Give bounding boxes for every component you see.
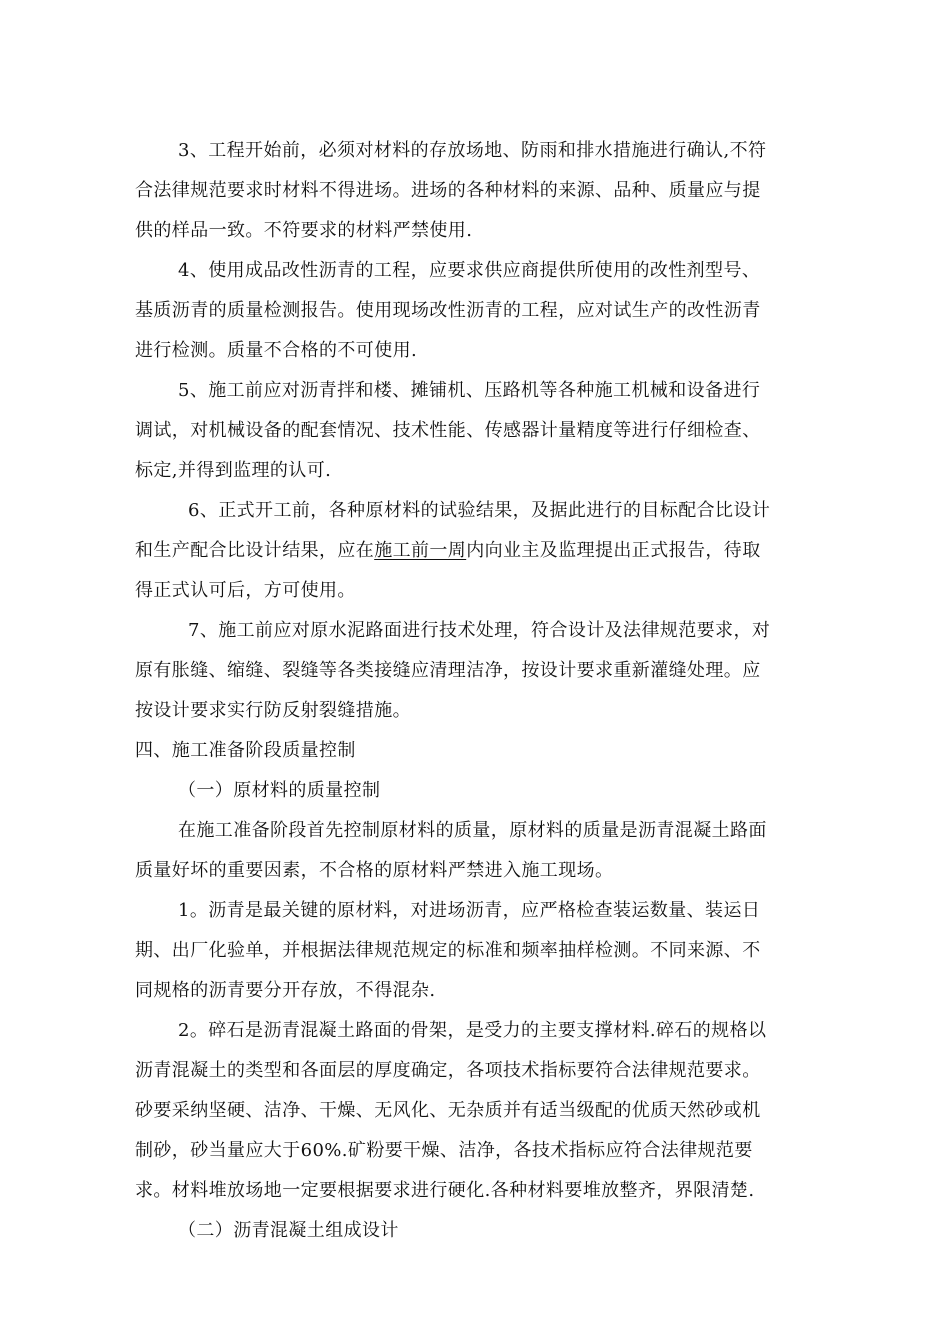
item-1-line-1: 1。沥青是最关键的原材料，对进场沥青，应严格检查装运数量、装运日	[178, 900, 761, 921]
paragraph-4-line-2: 基质沥青的质量检测报告。使用现场改性沥青的工程，应对试生产的改性沥青	[135, 300, 761, 321]
intro-line-1: 在施工准备阶段首先控制原材料的质量，原材料的质量是沥青混凝土路面	[178, 820, 767, 841]
paragraph-6-underlined-deadline: 施工前一周	[374, 540, 467, 561]
paragraph-6-line-3: 得正式认可后，方可使用。	[135, 580, 356, 601]
item-2-line-2: 沥青混凝土的类型和各面层的厚度确定，各项技术指标要符合法律规范要求。	[135, 1060, 761, 1081]
paragraph-7-line-3: 按设计要求实行防反射裂缝措施。	[135, 700, 411, 721]
paragraph-4-line-3: 进行检测。质量不合格的不可使用.	[135, 340, 418, 361]
paragraph-5-line-3: 标定,并得到监理的认可.	[135, 460, 332, 481]
paragraph-5-line-2: 调试，对机械设备的配套情况、技术性能、传感器计量精度等进行仔细检查、	[135, 420, 761, 441]
subsection-heading-2: （二）沥青混凝土组成设计	[178, 1220, 399, 1241]
paragraph-6-line-1: 6、正式开工前，各种原材料的试验结果，及据此进行的目标配合比设计	[188, 500, 771, 521]
paragraph-5-line-1: 5、施工前应对沥青拌和楼、摊铺机、压路机等各种施工机械和设备进行	[178, 380, 761, 401]
paragraph-3-line-1: 3、工程开始前，必须对材料的存放场地、防雨和排水措施进行确认,不符	[178, 140, 767, 161]
paragraph-6-line-2	[135, 539, 761, 563]
item-2-line-1: 2。碎石是沥青混凝土路面的骨架，是受力的主要支撑材料.碎石的规格以	[178, 1020, 767, 1041]
subsection-heading-1: （一）原材料的质量控制	[178, 780, 381, 801]
paragraph-6-line-2-start: 和生产配合比设计结果，应在	[135, 540, 375, 561]
intro-line-2: 质量好坏的重要因素，不合格的原材料严禁进入施工现场。	[135, 860, 614, 881]
paragraph-7-line-2: 原有胀缝、缩缝、裂缝等各类接缝应清理洁净，按设计要求重新灌缝处理。应	[135, 660, 761, 681]
item-1-line-2: 期、出厂化验单，并根据法律规范规定的标准和频率抽样检测。不同来源、不	[135, 940, 761, 961]
item-2-line-3: 砂要采纳坚硬、洁净、干燥、无风化、无杂质并有适当级配的优质天然砂或机	[135, 1100, 761, 1121]
paragraph-3-line-3: 供的样品一致。不符要求的材料严禁使用.	[135, 220, 473, 241]
paragraph-4-line-1: 4、使用成品改性沥青的工程，应要求供应商提供所使用的改性剂型号、	[178, 260, 761, 281]
item-2-line-4: 制砂，砂当量应大于60%.矿粉要干燥、洁净，各技术指标应符合法律规范要	[135, 1140, 753, 1161]
paragraph-7-line-1: 7、施工前应对原水泥路面进行技术处理，符合设计及法律规范要求，对	[188, 620, 771, 641]
item-2-line-5: 求。材料堆放场地一定要根据要求进行硬化.各种材料要堆放整齐，界限清楚.	[135, 1180, 755, 1201]
item-1-line-3: 同规格的沥青要分开存放，不得混杂.	[135, 980, 436, 1001]
paragraph-3-line-2: 合法律规范要求时材料不得进场。进场的各种材料的来源、品种、质量应与提	[135, 180, 761, 201]
paragraph-6-line-2-end: 内向业主及监理提出正式报告，待取	[466, 540, 761, 561]
section-heading-4: 四、施工准备阶段质量控制	[135, 740, 356, 761]
